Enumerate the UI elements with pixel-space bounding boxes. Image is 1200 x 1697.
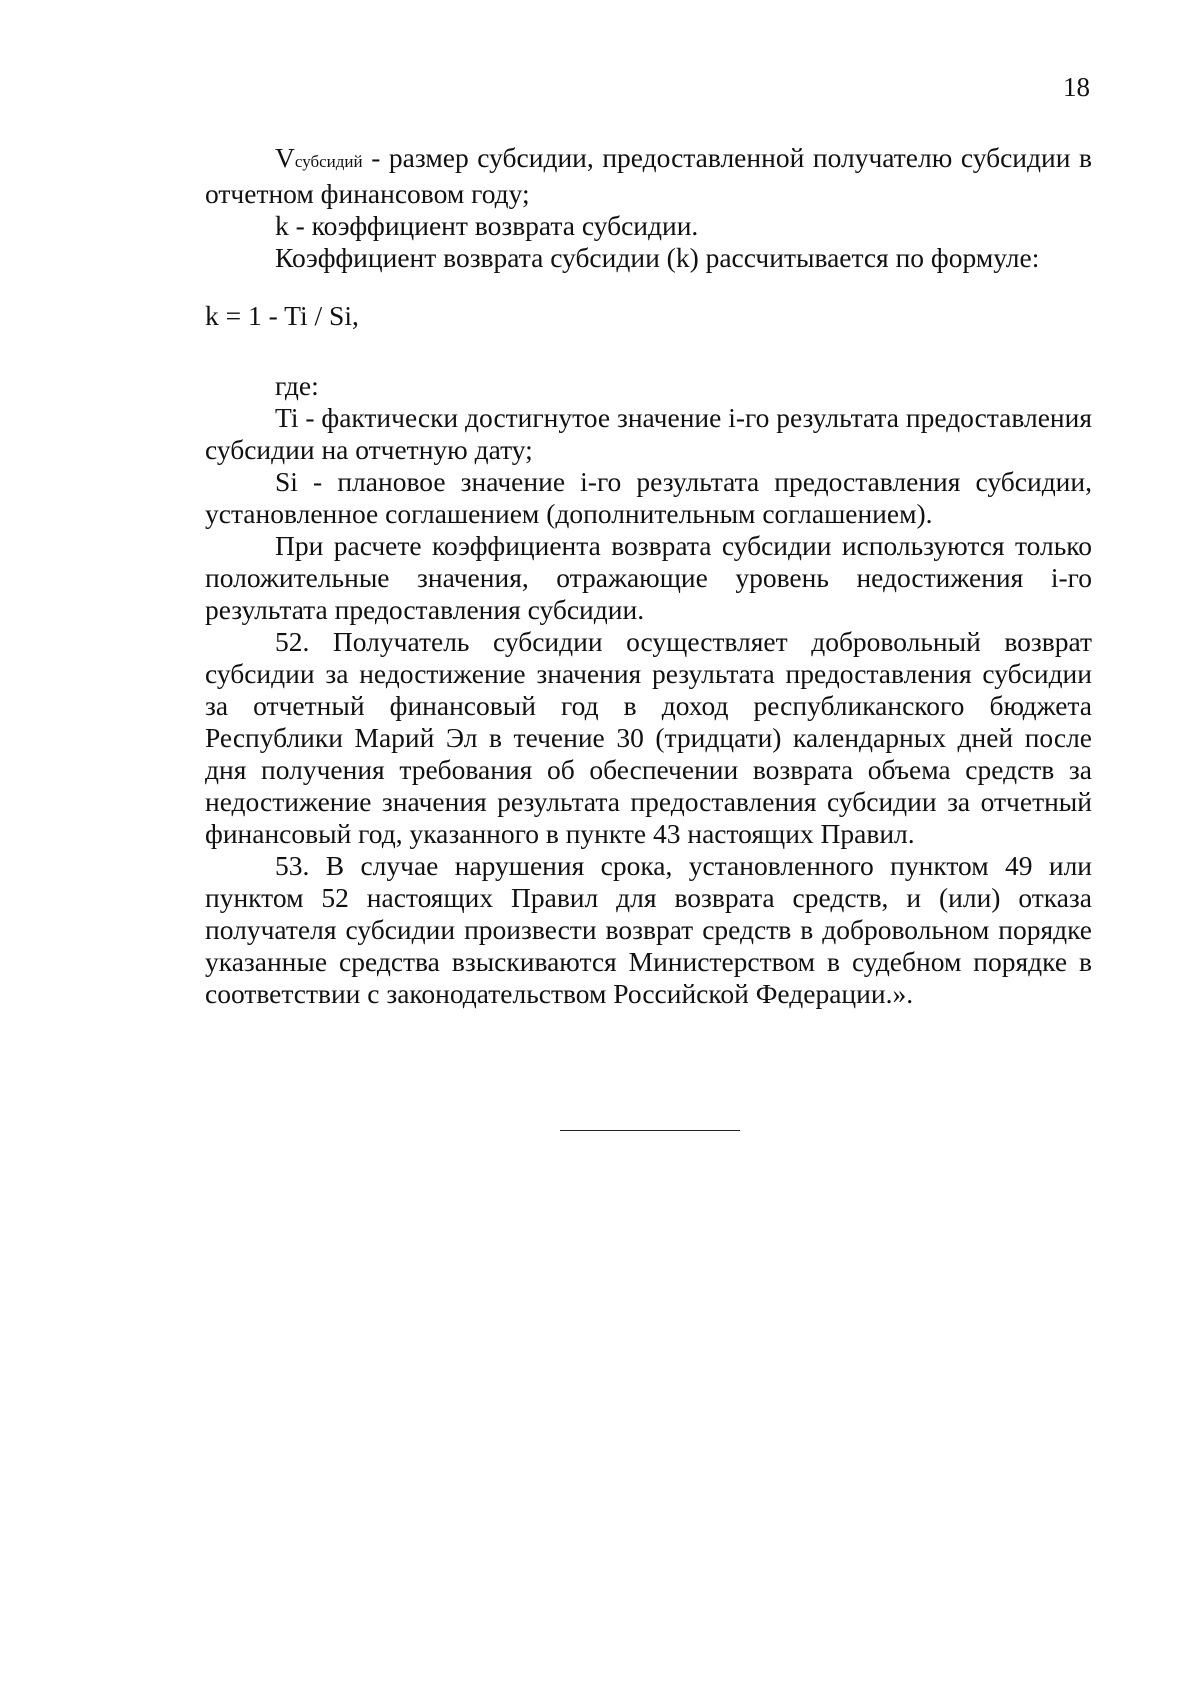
calculation-note: При расчете коэффициента возврата субсидии используются только положительные значения, отражающие уровень недостижения i-го результата предоставления субсидии. [205,530,1092,625]
formula: k = 1 - Ti / Si, [205,300,359,331]
paragraph-53 [205,850,1092,1010]
where-label: где: [275,370,319,401]
page-number: 18 [1063,72,1090,102]
si-definition: Si - плановое значение i-го результата предоставления субсидии, установленное соглашением (дополнительным соглашением). [205,466,1092,529]
end-of-document-rule [560,1130,740,1131]
paragraph-53-number: 53. [275,850,310,881]
v-definition-text: - размер субсидии, предоставленной получателю субсидии в отчетном финансовом году; [205,142,1092,209]
v-subscript: субсидий [294,152,363,171]
paragraph-52-number: 52. [275,626,310,657]
v-subsidy-definition [205,142,1092,210]
k-formula-intro: Коэффициент возврата субсидии (k) рассчитывается по формуле: [275,242,1040,273]
document-body [205,142,1092,1010]
paragraph-52-text: Получатель субсидии осуществляет добровольный возврат субсидии за недостижение значения результата предоставления субсидии за отчетный финансовый год в доход республиканского бюджета Республики Марий Эл в течение 30 (тридцати) календарных дней после дня получения требования об обеспечении возврата объема средств за недостижение значения результата предоставления субсидии за отчетный финансовый год, указанного в пункте 43 настоящих Правил. [205,626,1092,849]
k-definition: k - коэффициент возврата субсидии. [275,210,699,241]
paragraph-53-text: В случае нарушения срока, установленного пунктом 49 или пунктом 52 настоящих Правил для возврата средств, и (или) отказа получателя субсидии произвести возврат средств в добровольном порядке указанные средства взыскиваются Министерством в судебном порядке в соответствии с законодательством Российской Федерации.». [205,850,1093,1009]
paragraph-52 [205,626,1092,850]
ti-definition: Ti - фактически достигнутое значение i-го результата предоставления субсидии на отчетную дату; [205,402,1092,465]
v-symbol: V [275,142,295,173]
